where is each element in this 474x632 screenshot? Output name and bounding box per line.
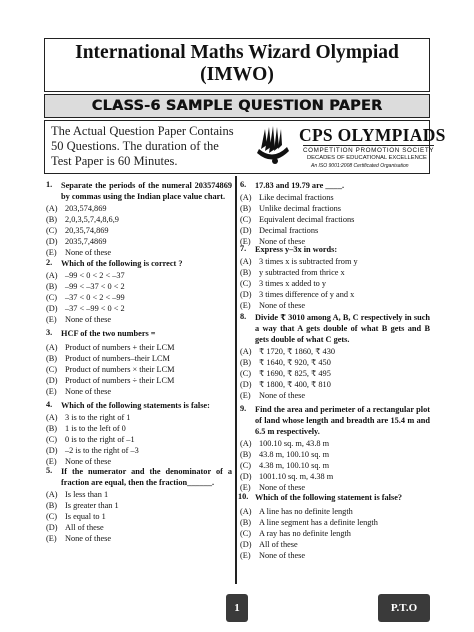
question-number: 9.: [240, 404, 247, 413]
question-4: [46, 400, 232, 466]
option-b: (B) Is greater than 1: [46, 501, 119, 510]
question-9: [240, 404, 430, 492]
option-b: (B) Product of numbers–their LCM: [46, 354, 170, 363]
option-a: (A) –99 < 0 < 2 < –37: [46, 271, 125, 280]
option-e: (E) None of these: [46, 387, 112, 396]
option-e: (E) None of these: [46, 248, 112, 257]
question-text: Which of the following statements is false:: [61, 401, 210, 410]
option-a: (A) 100.10 sq. m, 43.8 m: [240, 439, 330, 448]
question-text: If the numerator and the denominator of a fraction are equal, then the fraction______.: [61, 467, 232, 487]
option-c: (C) Equivalent decimal fractions: [240, 215, 355, 224]
option-c: (C) 3 times x added to y: [240, 279, 327, 288]
option-c: (C) A ray has no definite length: [240, 529, 351, 538]
option-b: (B) A line segment has a definite length: [240, 518, 378, 527]
question-number: 1.: [46, 180, 53, 189]
logo-emblem-icon: [253, 125, 297, 167]
question-text: Express y–3x in words:: [255, 245, 338, 254]
sample-paper-banner: CLASS-6 SAMPLE QUESTION PAPER: [44, 94, 430, 118]
question-text: Which of the following statement is false?: [255, 493, 403, 502]
option-b: (B) y subtracted from thrice x: [240, 268, 345, 277]
question-number: 7.: [240, 244, 247, 253]
option-b: (B) –99 < –37 < 0 < 2: [46, 282, 125, 291]
option-d: (D) 1001.10 sq. m, 4.38 m: [240, 472, 334, 481]
option-c: (C) –37 < 0 < 2 < –99: [46, 293, 125, 302]
question-number: 3.: [46, 328, 53, 337]
logo-tagline: DECADES OF EDUCATIONAL EXCELLENCE: [307, 155, 427, 161]
option-d: (D) All of these: [240, 540, 298, 549]
option-e: (E) None of these: [240, 483, 306, 492]
logo-name: CPS OLYMPIADS: [299, 125, 446, 145]
option-e: (E) None of these: [46, 457, 112, 466]
option-e: (E) None of these: [240, 301, 306, 310]
option-c: (C) Is equal to 1: [46, 512, 106, 521]
option-d: (D) 2035,7,4869: [46, 237, 107, 246]
option-d: (D) ₹ 1800, ₹ 400, ₹ 810: [240, 380, 331, 389]
question-number: 5.: [46, 466, 53, 475]
page-subtitle: (IMWO): [200, 64, 274, 85]
questions-left-column: [46, 180, 232, 544]
option-d: (D) –2 is to the right of –3: [46, 446, 139, 455]
option-e: (E) None of these: [240, 391, 306, 400]
question-5: [46, 466, 232, 544]
question-2: [46, 258, 232, 328]
question-number: 8.: [240, 312, 247, 321]
question-number: 2.: [46, 258, 53, 267]
option-d: (D) Decimal fractions: [240, 226, 319, 235]
option-e: (E) None of these: [46, 315, 112, 324]
option-b: (B) Unlike decimal fractions: [240, 204, 342, 213]
question-text: HCF of the two numbers =: [61, 329, 156, 338]
info-box: [44, 120, 446, 174]
option-a: (A) Product of numbers + their LCM: [46, 343, 175, 352]
option-a: (A) 3 is to the right of 1: [46, 413, 131, 422]
option-d: (D) –37 < –99 < 0 < 2: [46, 304, 125, 313]
option-d: (D) Product of numbers ÷ their LCM: [46, 376, 175, 385]
question-text: Divide ₹ 3010 among A, B, C respectively in such a way that A gets double of what B gets and B gets double of what C gets.: [255, 313, 430, 344]
option-c: (C) 0 is to the right of –1: [46, 435, 135, 444]
page-title: International Maths Wizard Olympiad: [75, 42, 399, 63]
option-a: (A) A line has no definite length: [240, 507, 353, 516]
page-number-badge: 1: [226, 594, 248, 622]
option-c: (C) 4.38 m, 100.10 sq. m: [240, 461, 330, 470]
question-text: Find the area and perimeter of a rectangular plot of land whose length and breadth are 15.4 m and 6.5 m respectively.: [255, 405, 430, 436]
option-b: (B) 43.8 m, 100.10 sq. m: [240, 450, 330, 459]
question-3: [46, 328, 232, 400]
option-d: (D) All of these: [46, 523, 104, 532]
option-c: (C) ₹ 1690, ₹ 825, ₹ 495: [240, 369, 331, 378]
question-number: 6.: [240, 180, 247, 189]
column-divider: [235, 176, 237, 584]
option-d: (D) 3 times difference of y and x: [240, 290, 355, 299]
question-6: [240, 180, 430, 244]
option-e: (E) None of these: [240, 551, 306, 560]
option-b: (B) 2,0,3,5,7,4,8,6,9: [46, 215, 119, 224]
pto-badge: P.T.O: [378, 594, 430, 622]
question-number: 10.: [238, 492, 249, 501]
option-a: (A) ₹ 1720, ₹ 1860, ₹ 430: [240, 347, 335, 356]
cps-logo: [253, 125, 446, 171]
option-c: (C) 20,35,74,869: [46, 226, 109, 235]
option-e: (E) None of these: [46, 534, 112, 543]
question-text: Separate the periods of the numeral 203574869 by commas using the Indian place value chart.: [61, 181, 232, 201]
question-1: [46, 180, 232, 258]
title-box: [44, 38, 430, 92]
question-10: [240, 492, 430, 562]
logo-subtitle: COMPETITION PROMOTION SOCIETY: [303, 147, 435, 154]
option-a: (A) 3 times x is subtracted from y: [240, 257, 358, 266]
option-c: (C) Product of numbers × their LCM: [46, 365, 175, 374]
question-8: [240, 312, 430, 404]
logo-certification: An ISO 9001:2008 Certificated Organisation: [311, 163, 409, 169]
question-text: Which of the following is correct ?: [61, 259, 183, 268]
question-number: 4.: [46, 400, 53, 409]
option-a: (A) 203,574,869: [46, 204, 107, 213]
option-a: (A) Like decimal fractions: [240, 193, 334, 202]
paper-info-text: The Actual Question Paper Contains 50 Questions. The duration of the Test Paper is 60 Minutes.: [51, 124, 234, 168]
option-e: (E) None of these: [240, 237, 306, 246]
question-text: 17.83 and 19.79 are ____.: [255, 181, 345, 190]
question-7: [240, 244, 430, 312]
option-b: (B) ₹ 1640, ₹ 920, ₹ 450: [240, 358, 331, 367]
questions-right-column: [240, 180, 430, 562]
option-a: (A) Is less than 1: [46, 490, 109, 499]
option-b: (B) 1 is to the left of 0: [46, 424, 126, 433]
